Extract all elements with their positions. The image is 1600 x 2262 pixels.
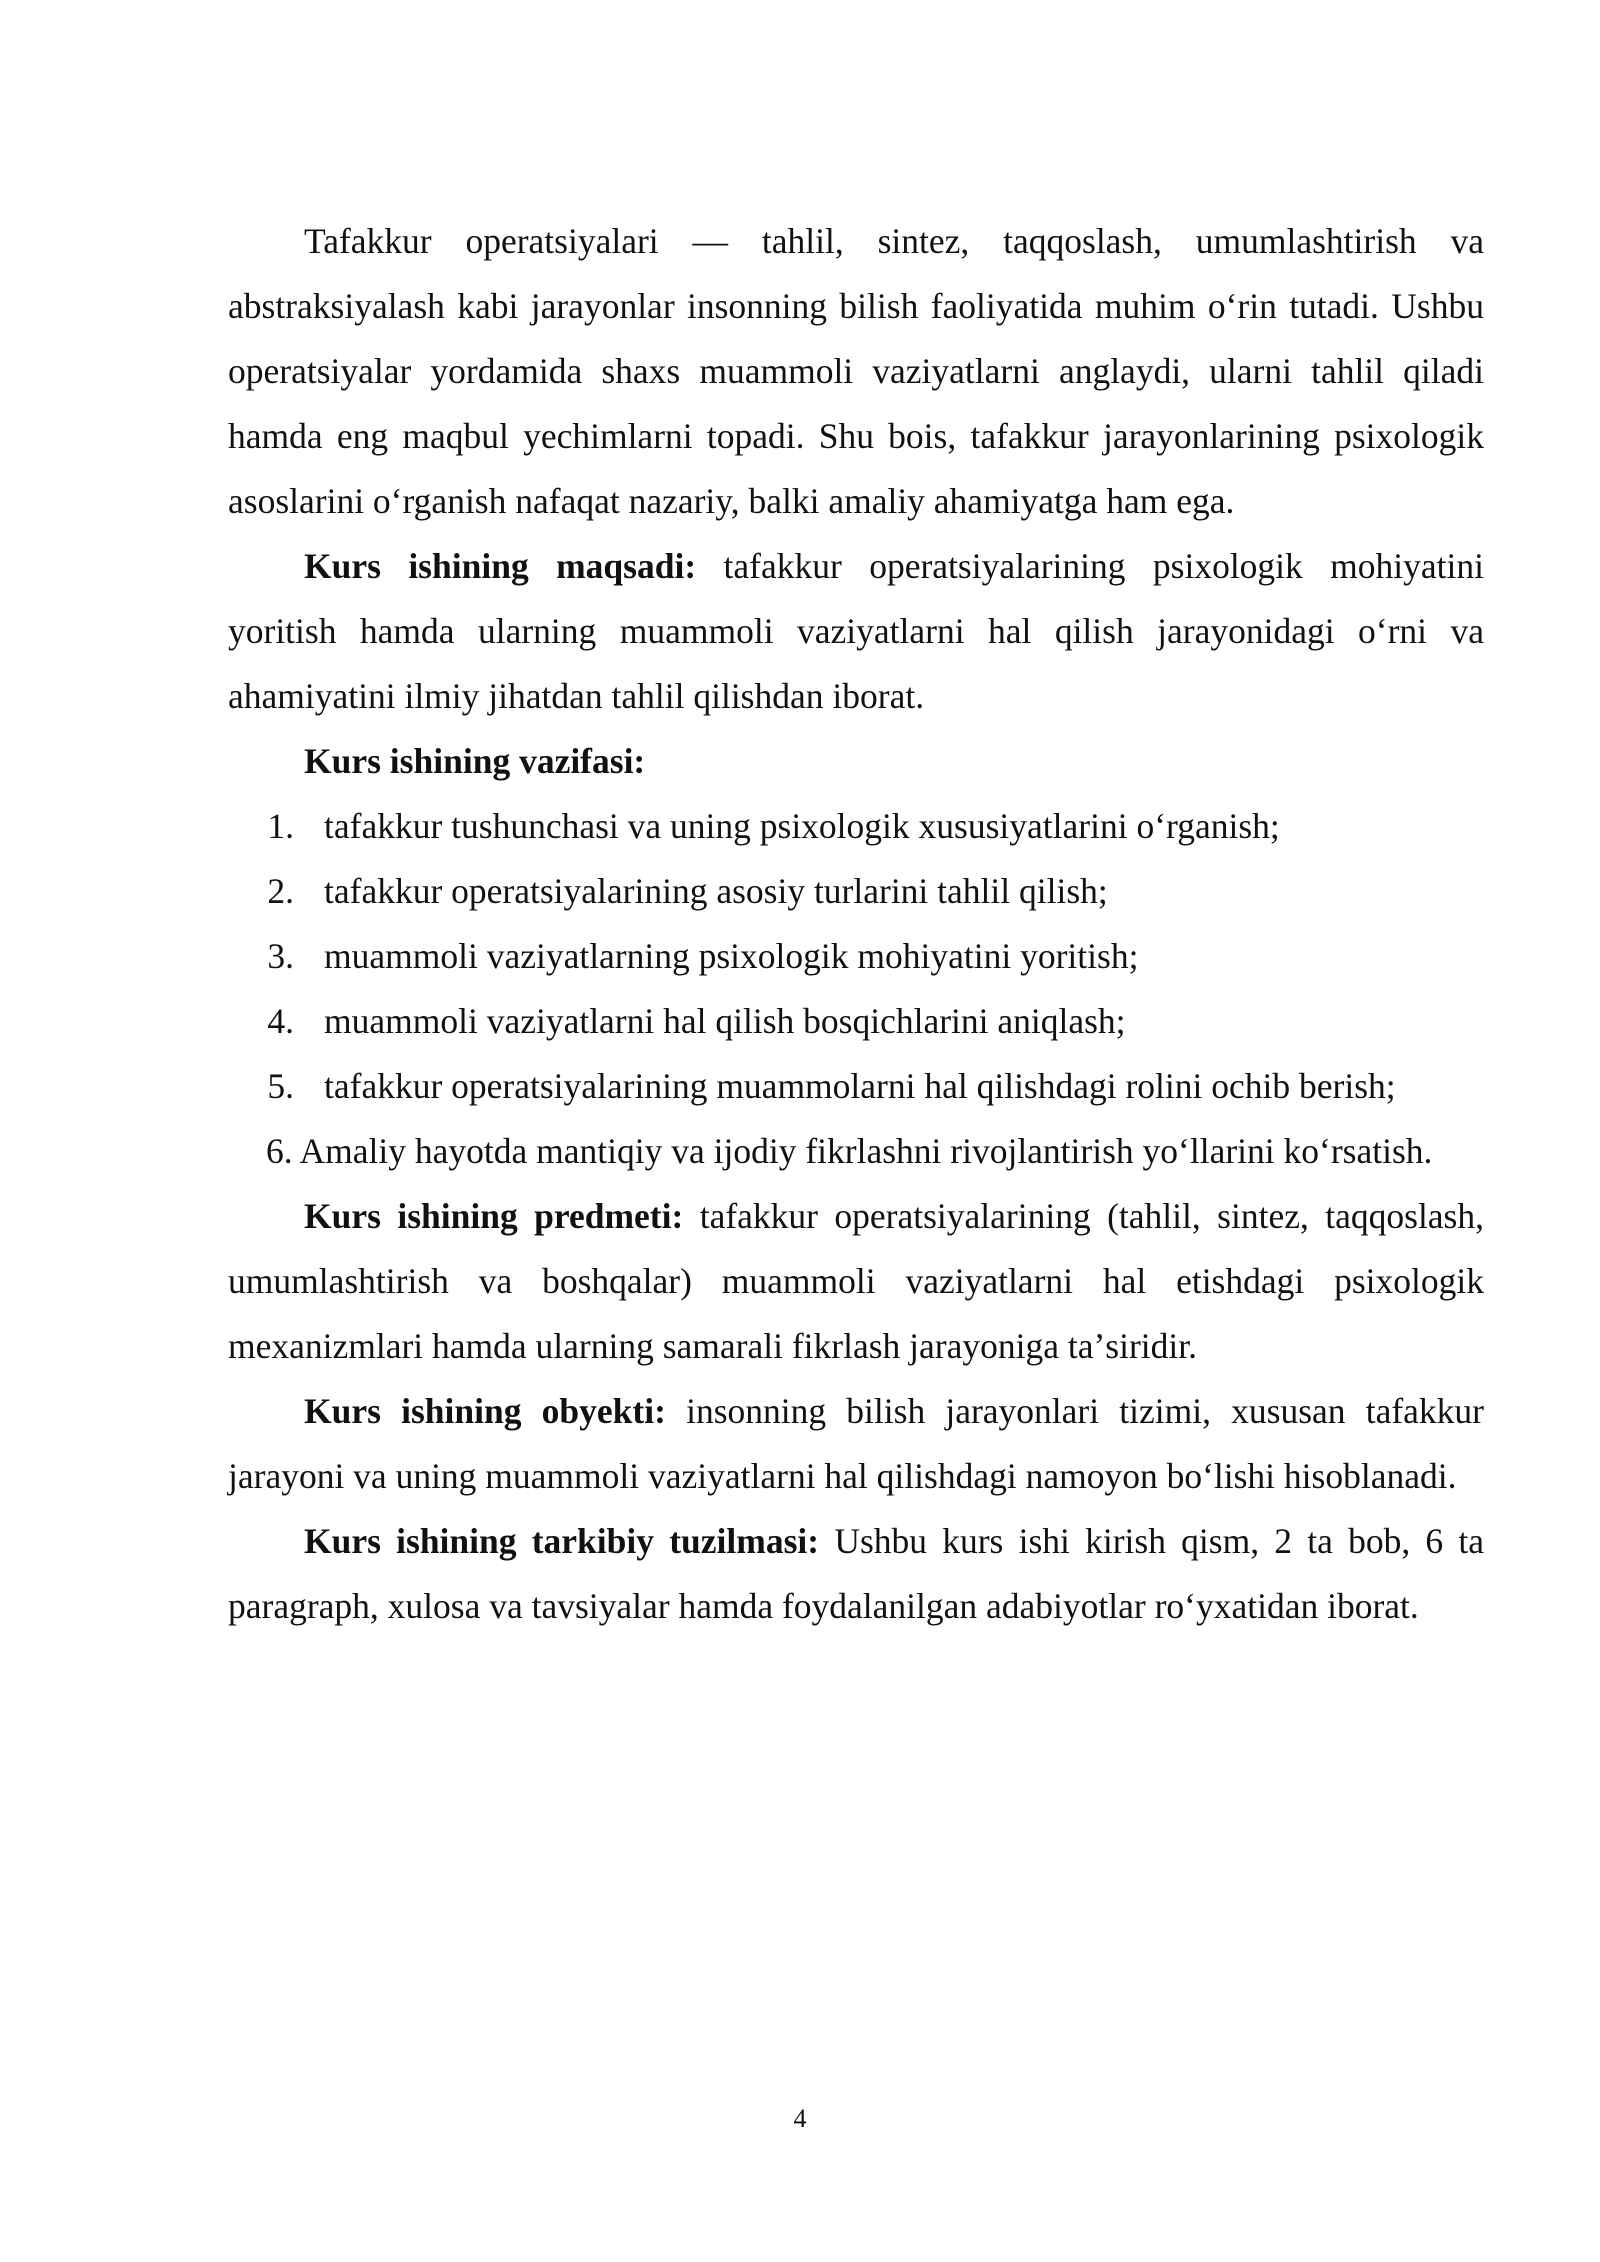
page-number: 4: [793, 2104, 807, 2133]
list-item-number: 2.: [267, 871, 294, 911]
list-item-number: 1.: [267, 806, 294, 846]
subject-label: Kurs ishining predmeti:: [304, 1196, 684, 1236]
list-item-text: muammoli vaziyatlarni hal qilish bosqichlarini aniqlash;: [324, 1001, 1126, 1041]
goal-paragraph: [228, 534, 1484, 729]
intro-paragraph: Tafakkur operatsiyalari — tahlil, sintez, taqqoslash, umumlashtirish va abstraksiyalash kabi jarayonlar insonning bilish faoliyatida muhim oʻrin tutadi. Ushbu operatsiyalar yordamida shaxs muammoli vaziyatlarni anglaydi, ularni tahlil qiladi hamda eng maqbul yechimlarni topadi. Shu bois, tafakkur jarayonlarining psixologik asoslarini oʻrganish nafaqat nazariy, balki amaliy ahamiyatga ham ega.: [228, 221, 1484, 521]
list-item-number: 3.: [267, 936, 294, 976]
list-item: [228, 1119, 1484, 1184]
list-item: [228, 794, 1484, 859]
tasks-heading: [228, 729, 1484, 794]
list-item-text: muammoli vaziyatlarning psixologik mohiyatini yoritish;: [324, 936, 1139, 976]
subject-text: tafakkur operatsiyalarining (tahlil, sintez, taqqoslash, umumlashtirish va boshqalar) muammoli vaziyatlarni hal etishdagi psixologik mexanizmlari hamda ularning samarali fikrlash jarayoniga taʼsiridir.: [228, 1196, 1484, 1366]
subject-paragraph: [228, 1184, 1484, 1379]
list-item-number: 5.: [267, 1066, 294, 1106]
object-paragraph: [228, 1379, 1484, 1509]
list-item: [228, 989, 1484, 1054]
goal-label: Kurs ishining maqsadi:: [304, 546, 697, 586]
object-text: insonning bilish jarayonlari tizimi, xususan tafakkur jarayoni va uning muammoli vaziyatlarni hal qilishdagi namoyon boʻlishi hisoblanadi.: [228, 1391, 1484, 1496]
structure-paragraph: [228, 1509, 1484, 1639]
list-item-number: 4.: [267, 1001, 294, 1041]
list-item-text: Amaliy hayotda mantiqiy va ijodiy fikrlashni rivojlantirish yoʻllarini koʻrsatish.: [299, 1131, 1433, 1171]
structure-label: Kurs ishining tarkibiy tuzilmasi:: [304, 1521, 820, 1561]
list-item-number: 6.: [266, 1131, 293, 1171]
tasks-label: Kurs ishining vazifasi:: [304, 741, 646, 781]
tasks-list: [228, 794, 1484, 1184]
object-label: Kurs ishining obyekti:: [304, 1391, 666, 1431]
list-item: [228, 859, 1484, 924]
list-item: [228, 1054, 1484, 1119]
list-item-text: tafakkur tushunchasi va uning psixologik xususiyatlarini oʻrganish;: [324, 806, 1280, 846]
list-item: [228, 924, 1484, 989]
list-item-text: tafakkur operatsiyalarining muammolarni hal qilishdagi rolini ochib berish;: [324, 1066, 1396, 1106]
list-item-text: tafakkur operatsiyalarining asosiy turlarini tahlil qilish;: [324, 871, 1108, 911]
page-body: [228, 209, 1484, 1639]
structure-text: Ushbu kurs ishi kirish qism, 2 ta bob, 6 ta paragraph, xulosa va tavsiyalar hamda foydalanilgan adabiyotlar roʻyxatidan iborat.: [228, 1521, 1484, 1626]
goal-text: tafakkur operatsiyalarining psixologik mohiyatini yoritish hamda ularning muammoli vaziyatlarni hal qilish jarayonidagi oʻrni va ahamiyatini ilmiy jihatdan tahlil qilishdan iborat.: [228, 546, 1485, 716]
